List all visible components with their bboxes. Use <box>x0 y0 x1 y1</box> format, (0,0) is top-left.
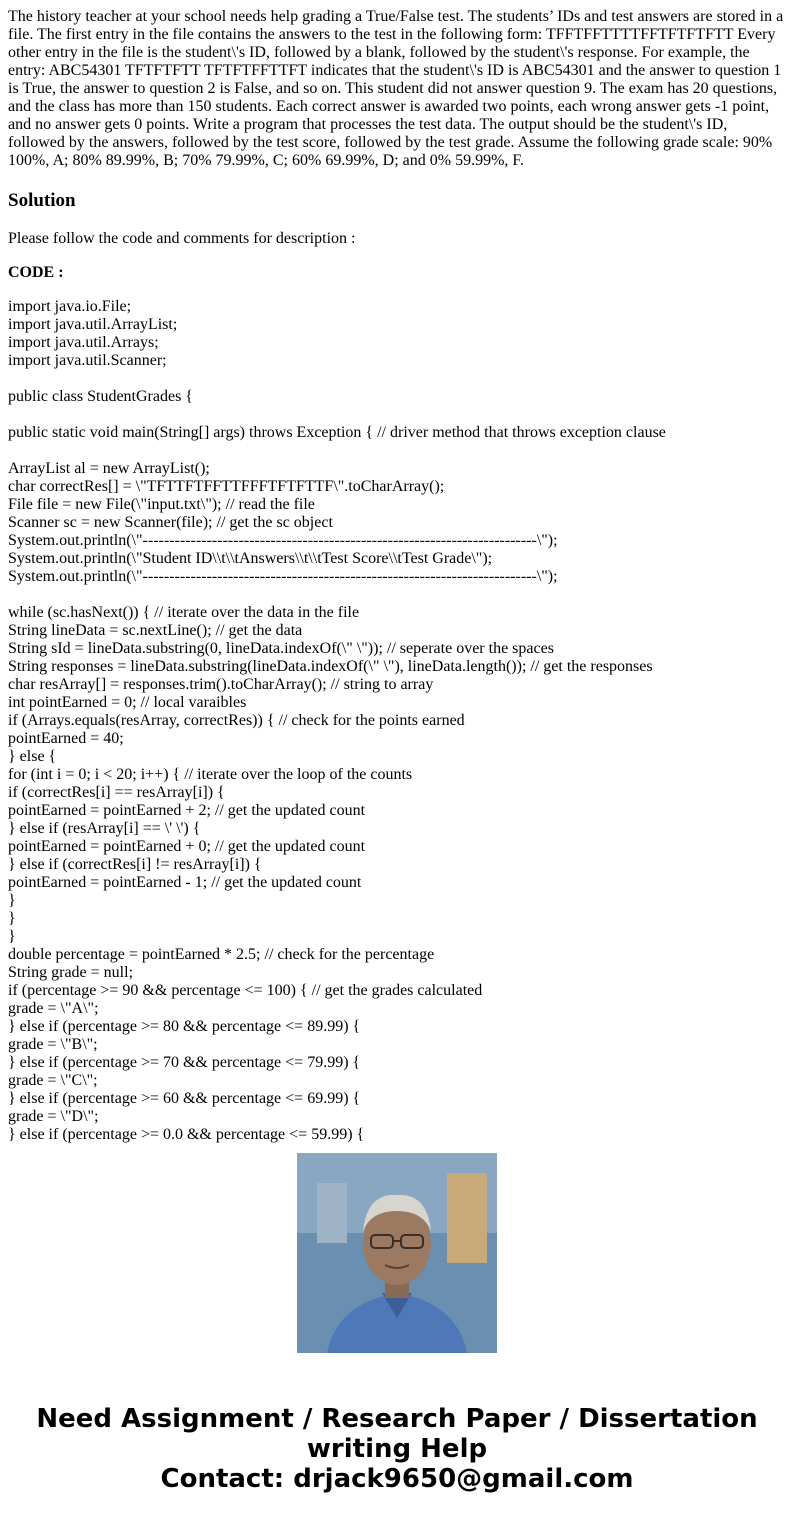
code-line: pointEarned = 40; <box>8 730 124 747</box>
code-line: grade = \"A\"; <box>8 1000 99 1017</box>
code-line: grade = \"D\"; <box>8 1108 99 1125</box>
code-line: Scanner sc = new Scanner(file); // get the sc object <box>8 514 333 531</box>
code-line: grade = \"B\"; <box>8 1036 98 1053</box>
code-line: grade = \"C\"; <box>8 1072 98 1089</box>
solution-intro: Please follow the code and comments for description : <box>8 230 356 247</box>
code-line: pointEarned = pointEarned - 1; // get the updated count <box>8 874 362 891</box>
code-line: if (percentage >= 90 && percentage <= 100) { // get the grades calculated <box>8 982 483 999</box>
code-line: ArrayList al = new ArrayList(); <box>8 460 210 477</box>
code-line: if (Arrays.equals(resArray, correctRes)) { // check for the points earned <box>8 712 465 729</box>
code-line: import java.util.Arrays; <box>8 334 159 351</box>
code-line: pointEarned = pointEarned + 2; // get the updated count <box>8 802 366 819</box>
document-body <box>8 8 786 1143</box>
code-line: for (int i = 0; i < 20; i++) { // iterate over the loop of the counts <box>8 766 413 783</box>
banner-line-2: writing Help <box>306 1434 488 1464</box>
code-line: String grade = null; <box>8 964 134 981</box>
code-line: import java.util.ArrayList; <box>8 316 178 333</box>
code-line: public class StudentGrades { <box>8 388 193 405</box>
code-line: String sId = lineData.substring(0, lineData.indexOf(\" \")); // seperate over the spaces <box>8 640 554 657</box>
code-line: } else if (percentage >= 70 && percentage <= 79.99) { <box>8 1054 361 1071</box>
code-line: } <box>8 910 16 927</box>
code-line: public static void main(String[] args) throws Exception { // driver method that throws exception clause <box>8 424 666 441</box>
solution-heading: Solution <box>8 190 76 211</box>
code-line: int pointEarned = 0; // local varaibles <box>8 694 247 711</box>
code-line: System.out.println(\"--------------------------------------------------------------------------\"); <box>8 568 558 585</box>
contact-banner <box>0 1404 794 1494</box>
code-line: String responses = lineData.substring(lineData.indexOf(\" \"), lineData.length()); // get the responses <box>8 658 653 675</box>
code-line: String lineData = sc.nextLine(); // get the data <box>8 622 303 639</box>
code-line <box>8 586 786 604</box>
code-line: } <box>8 928 16 945</box>
banner-line-1: Need Assignment / Research Paper / Dissertation <box>36 1404 758 1434</box>
code-line <box>8 442 786 460</box>
code-line: } else { <box>8 748 57 765</box>
code-line: System.out.println(\"--------------------------------------------------------------------------\"); <box>8 532 558 549</box>
code-line: double percentage = pointEarned * 2.5; // check for the percentage <box>8 946 435 963</box>
code-line: } <box>8 892 16 909</box>
author-portrait-icon <box>297 1153 497 1353</box>
banner-line-3: Contact: drjack9650@gmail.com <box>160 1464 634 1494</box>
code-line: } else if (percentage >= 80 && percentage <= 89.99) { <box>8 1018 361 1035</box>
code-line: while (sc.hasNext()) { // iterate over the data in the file <box>8 604 360 621</box>
code-line: } else if (percentage >= 60 && percentage <= 69.99) { <box>8 1090 361 1107</box>
code-line: import java.io.File; <box>8 298 132 315</box>
author-avatar <box>297 1153 497 1353</box>
code-line: if (correctRes[i] == resArray[i]) { <box>8 784 225 801</box>
code-line <box>8 406 786 424</box>
code-line: File file = new File(\"input.txt\"); // read the file <box>8 496 315 513</box>
code-line <box>8 370 786 388</box>
code-line: } else if (resArray[i] == \' \') { <box>8 820 201 837</box>
code-block <box>8 298 786 1143</box>
code-label: CODE : <box>8 264 64 281</box>
code-line: } else if (percentage >= 0.0 && percentage <= 59.99) { <box>8 1126 365 1143</box>
code-line: System.out.println(\"Student ID\\t\\tAnswers\\t\\tTest Score\\tTest Grade\"); <box>8 550 493 567</box>
code-line: char resArray[] = responses.trim().toCharArray(); // string to array <box>8 676 434 693</box>
question-text: The history teacher at your school needs help grading a True/False test. The students’ IDs and test answers are stored in a file. The first entry in the file contains the answers to the test in the following form: TFFTFFTTTTFFTFTFTFTT Every other entry in the file is the student\'s ID, followed by a blank, followed by the student\'s response. For example, the entry: ABC54301 TFTFTFTT TFTFTFFTTFT indicates that the student\'s ID is ABC54301 and the answer to question 1 is True, the answer to question 2 is False, and so on. This student did not answer question 9. The exam has 20 questions, and the class has more than 150 students. Each correct answer is awarded two points, each wrong answer gets -1 point, and no answer gets 0 points. Write a program that processes the test data. The output should be the student\'s ID, followed by the answers, followed by the test score, followed by the test grade. Assume the following grade scale: 90% 100%, A; 80% 89.99%, B; 70% 79.99%, C; 60% 69.99%, D; and 0% 59.99%, F. <box>8 8 784 169</box>
code-line: } else if (correctRes[i] != resArray[i]) { <box>8 856 262 873</box>
code-line: pointEarned = pointEarned + 0; // get the updated count <box>8 838 366 855</box>
code-line: import java.util.Scanner; <box>8 352 167 369</box>
code-line: char correctRes[] = \"TFTTFTFFTTFFFTFTFTTF\".toCharArray(); <box>8 478 445 495</box>
